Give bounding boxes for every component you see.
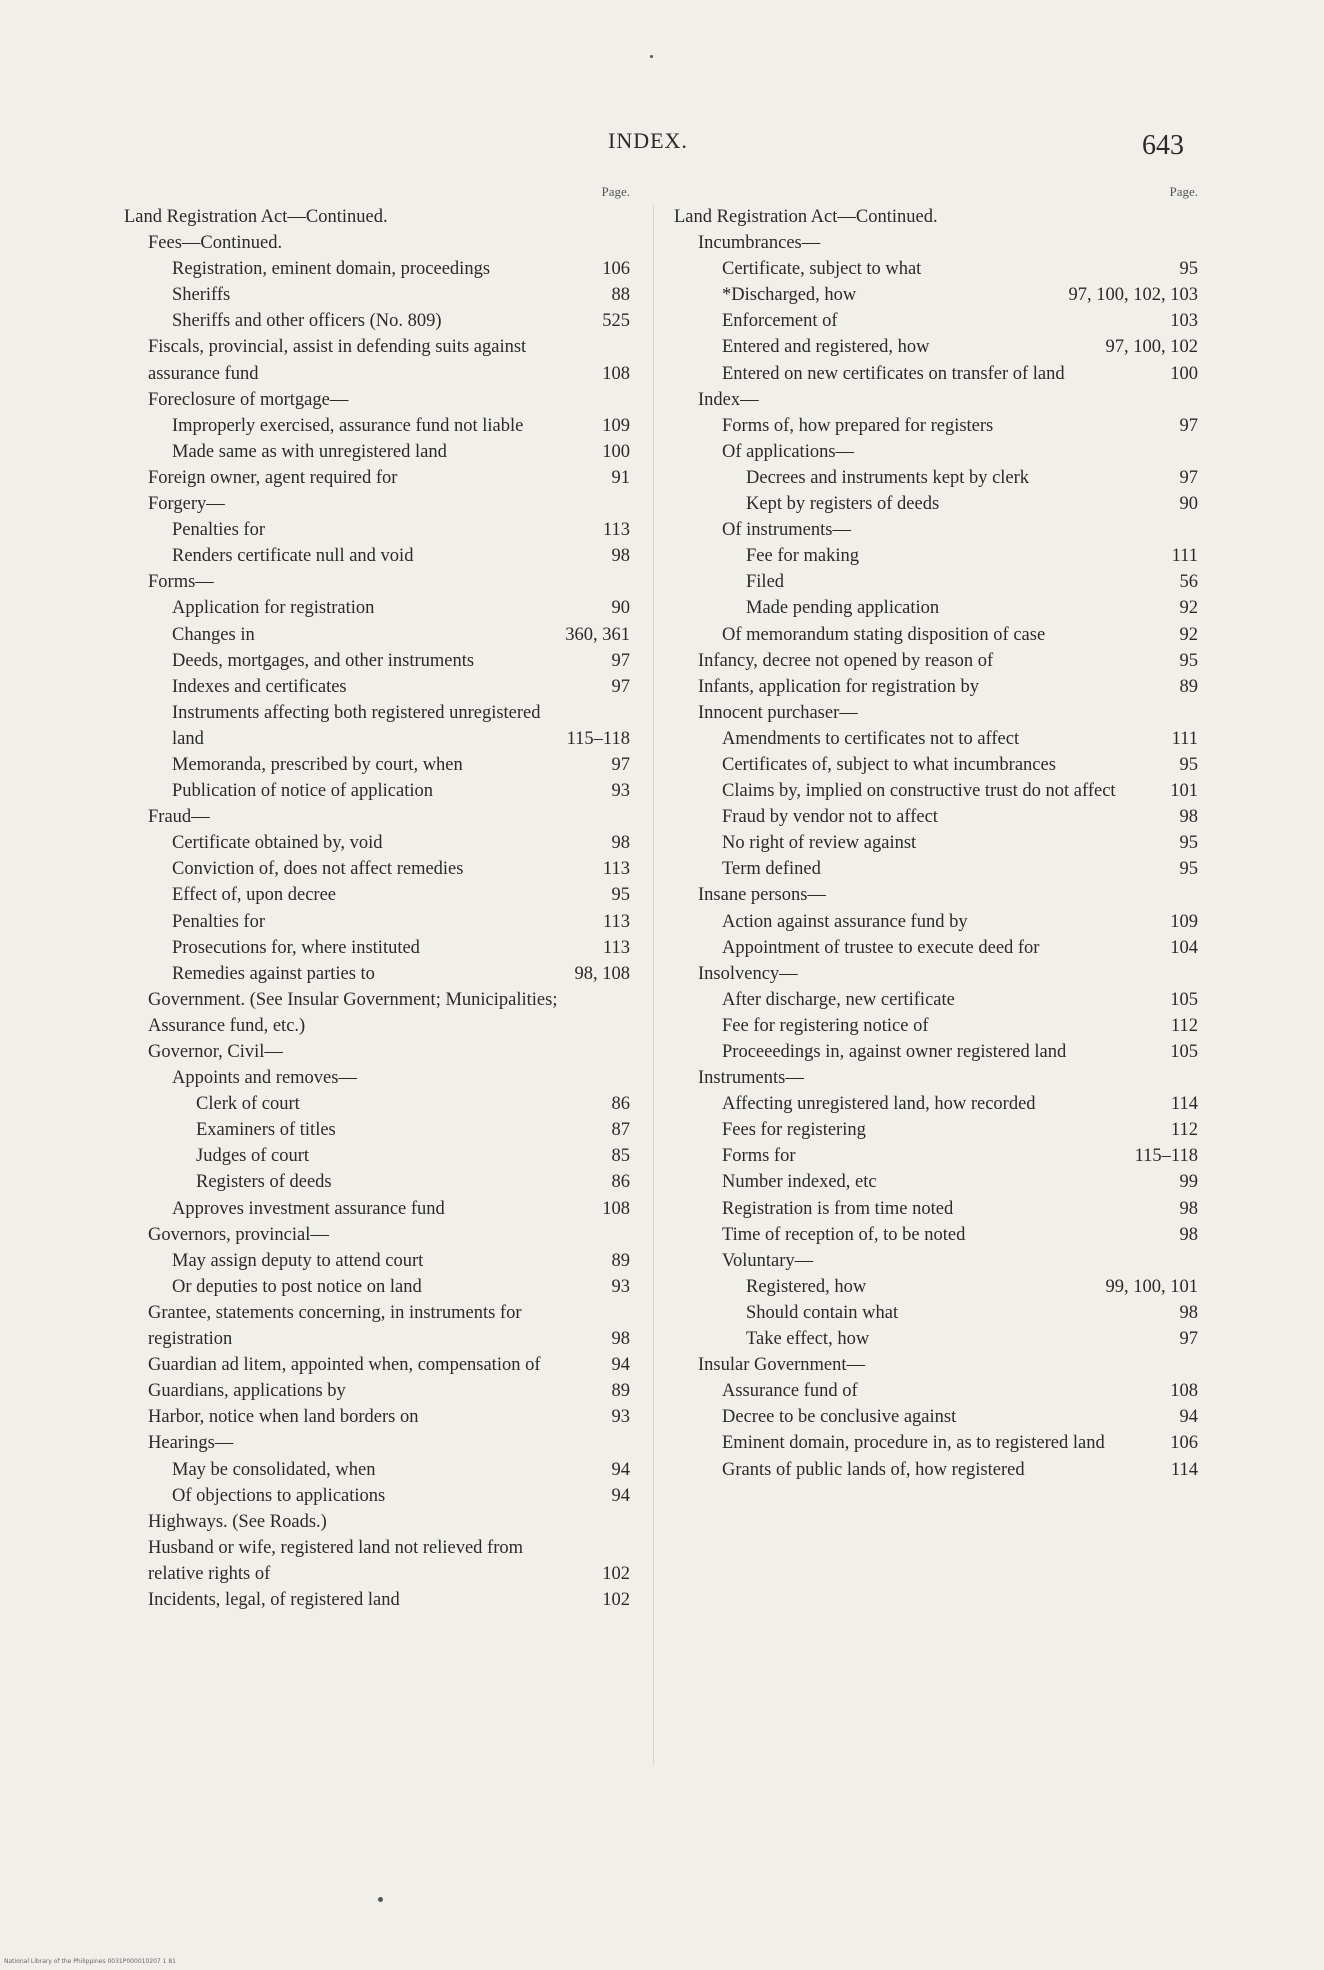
index-entry-page: 89 [611, 1250, 630, 1271]
index-entry-text: Enforcement of [722, 311, 838, 332]
index-entry-page: 98 [1179, 1302, 1198, 1323]
index-entry [124, 700, 630, 752]
index-entry [124, 1196, 630, 1222]
index-entry-text: Hearings— [148, 1433, 234, 1454]
index-entry-page: 100 [602, 441, 630, 462]
index-entry [124, 282, 630, 308]
index-entry-text: Fee for making [746, 546, 860, 567]
index-entry-page: 91 [611, 467, 630, 488]
index-entry [674, 752, 1198, 778]
index-entry-text: Fees—Continued. [148, 233, 283, 254]
index-entry [674, 230, 1198, 256]
index-entry-page: 360, 361 [565, 624, 630, 645]
index-entry-page: 86 [611, 1172, 630, 1193]
index-entry-text: Foreclosure of mortgage— [148, 389, 349, 410]
index-entry-text: Guardian ad litem, appointed when, compensation of [148, 1355, 541, 1376]
index-entry-text: Publication of notice of application [172, 781, 433, 802]
index-entry-page: 113 [602, 859, 630, 880]
index-entry-page: 99 [1179, 1172, 1198, 1193]
index-entry-text: Or deputies to post notice on land [172, 1276, 422, 1297]
index-entry-page: 115–118 [566, 728, 630, 749]
index-entry-text: Voluntary— [722, 1250, 814, 1271]
index-entry [124, 804, 630, 830]
index-entry-page: 92 [1179, 624, 1198, 645]
index-entry-page: 98 [611, 546, 630, 567]
index-entry-text: Incidents, legal, of registered land [148, 1589, 400, 1610]
index-entry-page: 525 [602, 311, 630, 332]
index-entry [124, 961, 630, 987]
index-entry-page: 108 [602, 1198, 630, 1219]
index-entry [124, 256, 630, 282]
index-entry [674, 1013, 1198, 1039]
index-entry-text: Fraud— [148, 807, 210, 828]
index-entry-page: 97 [1179, 467, 1198, 488]
index-entry-text: Of instruments— [722, 520, 851, 541]
index-entry [124, 439, 630, 465]
index-entry-text: Index— [698, 389, 759, 410]
index-entry-text: No right of review against [722, 833, 917, 854]
index-entry-page: 90 [611, 598, 630, 619]
index-entry-text: Deeds, mortgages, and other instruments [172, 650, 475, 671]
page-number: 643 [1142, 130, 1184, 161]
index-entry-page: 103 [1170, 311, 1198, 332]
index-entry-page: 93 [611, 1407, 630, 1428]
speck [378, 1897, 383, 1902]
index-entry-page: 106 [1170, 1433, 1198, 1454]
index-entry-page: 98 [1179, 1224, 1198, 1245]
index-entry [674, 1274, 1198, 1300]
page-header-title: INDEX. [608, 128, 688, 153]
index-entry [124, 1300, 630, 1352]
page-column-label: Page. [601, 184, 630, 199]
index-entry-text: Kept by registers of deeds [746, 494, 940, 515]
index-entry [124, 1274, 630, 1300]
index-entry-page: 94 [611, 1485, 630, 1506]
index-entry-page: 87 [611, 1120, 630, 1141]
index-entry [674, 856, 1198, 882]
index-entry-page: 90 [1179, 494, 1198, 515]
index-entry [674, 726, 1198, 752]
index-entry-text: Highways. (See Roads.) [148, 1511, 327, 1532]
index-entry-text: Take effect, how [746, 1329, 870, 1350]
index-entry-text: Made same as with unregistered land [172, 441, 447, 462]
index-entry-text: Proceeedings in, against owner registered land [722, 1042, 1067, 1062]
index-entry-text: Incumbrances— [698, 233, 821, 254]
index-entry-text: Land Registration Act—Continued. [674, 207, 938, 227]
index-entry [674, 1169, 1198, 1195]
index-entry-text: *Discharged, how [722, 285, 857, 306]
index-entry-page: 98 [611, 833, 630, 854]
index-entry [674, 361, 1198, 387]
index-entry [674, 569, 1198, 595]
index-entry-page: 102 [602, 1563, 630, 1584]
index-entry [674, 674, 1198, 700]
index-entry-page: 93 [611, 781, 630, 802]
index-entry [674, 648, 1198, 674]
index-entry-text: Forms for [722, 1146, 796, 1167]
left-entries [124, 204, 630, 1613]
index-entry-text: Certificates of, subject to what incumbrances [722, 754, 1056, 775]
index-entry-text: Of objections to applications [172, 1485, 386, 1506]
index-entry [674, 204, 1198, 230]
index-entry-page: 114 [1170, 1094, 1198, 1115]
index-entry-page: 99, 100, 101 [1105, 1276, 1198, 1297]
index-entry-text: Number indexed, etc [722, 1172, 877, 1193]
index-entry-text: Land Registration Act—Continued. [124, 207, 388, 227]
index-entry [124, 334, 630, 386]
index-entry [124, 569, 630, 595]
index-entry [674, 987, 1198, 1013]
index-entry-text: Registration is from time noted [722, 1198, 954, 1219]
index-entry-page: 113 [602, 520, 630, 541]
index-entry-text: Application for registration [172, 598, 375, 619]
index-entry [674, 935, 1198, 961]
index-entry-text: Affecting unregistered land, how recorded [722, 1094, 1036, 1115]
index-entry [674, 622, 1198, 648]
index-entry-page: 97 [1179, 1329, 1198, 1350]
index-entry [124, 465, 630, 491]
index-entry-page: 95 [1179, 833, 1198, 854]
index-entry [674, 1300, 1198, 1326]
index-entry-text: Government. (See Insular Government; Municipalities; Assurance fund, etc.) [148, 989, 558, 1036]
index-entry-text: Changes in [172, 624, 255, 645]
index-entry [674, 778, 1198, 804]
index-entry-page: 95 [611, 885, 630, 906]
index-entry [124, 1535, 630, 1587]
index-entry [124, 1117, 630, 1143]
index-entry-text: Renders certificate null and void [172, 546, 414, 567]
index-entry-page: 97 [611, 650, 630, 671]
index-entry [124, 387, 630, 413]
index-entry-page: 97 [611, 676, 630, 697]
index-entry-text: Governor, Civil— [148, 1042, 283, 1062]
index-entry [674, 543, 1198, 569]
index-entry-text: Innocent purchaser— [698, 702, 858, 723]
index-entry-text: Forms of, how prepared for registers [722, 415, 994, 436]
index-entry [674, 700, 1198, 726]
index-entry-text: Foreign owner, agent required for [148, 467, 398, 488]
index-entry-text: Memoranda, prescribed by court, when [172, 754, 463, 775]
index-entry-page: 114 [1170, 1459, 1198, 1480]
index-entry [674, 1352, 1198, 1378]
index-entry [124, 230, 630, 256]
index-entry [124, 308, 630, 334]
index-entry-page: 94 [611, 1355, 630, 1376]
index-entry [124, 987, 630, 1039]
index-entry [674, 517, 1198, 543]
index-entry-text: Fraud by vendor not to affect [722, 807, 938, 828]
index-entry [124, 491, 630, 517]
index-entry [674, 413, 1198, 439]
index-entry [124, 882, 630, 908]
index-entry-page: 86 [611, 1094, 630, 1115]
index-entry-page: 102 [602, 1589, 630, 1610]
index-entry-text: Prosecutions for, where instituted [172, 937, 420, 958]
index-entry [674, 882, 1198, 908]
index-entry [124, 935, 630, 961]
speck [650, 55, 653, 58]
index-entry-text: Sheriffs [172, 285, 231, 306]
page-column-label: Page. [1169, 184, 1198, 199]
index-entry [124, 1404, 630, 1430]
index-entry-page: 93 [611, 1276, 630, 1297]
index-entry [124, 1483, 630, 1509]
index-entry-text: Fee for registering notice of [722, 1015, 929, 1036]
index-entry-text: Harbor, notice when land borders on [148, 1407, 419, 1428]
index-entry-page: 101 [1170, 781, 1198, 802]
index-entry-page: 108 [602, 363, 630, 384]
index-entry [674, 961, 1198, 987]
index-entry-page: 104 [1170, 937, 1198, 958]
index-entry [674, 1091, 1198, 1117]
index-entry [674, 1430, 1198, 1456]
index-entry [674, 804, 1198, 830]
index-entry-page: 95 [1179, 650, 1198, 671]
right-entries [674, 204, 1198, 1483]
index-entry [674, 1196, 1198, 1222]
index-entry-text: Judges of court [196, 1146, 310, 1167]
index-entry [124, 856, 630, 882]
index-entry-page: 92 [1179, 598, 1198, 619]
index-entry [674, 439, 1198, 465]
index-entry-page: 112 [1170, 1015, 1198, 1036]
index-entry-text: Term defined [722, 859, 821, 880]
index-entry [674, 1326, 1198, 1352]
index-entry [124, 1143, 630, 1169]
index-entry [124, 1430, 630, 1456]
index-entry [124, 413, 630, 439]
index-entry-text: After discharge, new certificate [722, 989, 955, 1010]
index-entry-page: 97, 100, 102 [1105, 337, 1198, 358]
index-entry-page: 98 [1179, 807, 1198, 828]
index-entry-page: 97, 100, 102, 103 [1068, 285, 1198, 306]
index-entry [124, 622, 630, 648]
index-entry-page: 88 [611, 285, 630, 306]
index-entry-page: 111 [1171, 728, 1198, 749]
index-entry-text: Registers of deeds [196, 1172, 332, 1193]
index-entry-page: 95 [1179, 859, 1198, 880]
index-entry-page: 111 [1171, 546, 1198, 567]
index-entry [124, 830, 630, 856]
index-entry-text: Decrees and instruments kept by clerk [746, 467, 1030, 488]
index-entry-text: Husband or wife, registered land not relieved from relative rights of [148, 1537, 524, 1584]
index-entry-page: 106 [602, 259, 630, 280]
index-entry [674, 1039, 1198, 1065]
index-entry [674, 1404, 1198, 1430]
index-entry-page: 115–118 [1134, 1146, 1198, 1167]
index-entry-page: 97 [1179, 415, 1198, 436]
left-column [124, 184, 630, 1610]
index-entry [124, 1378, 630, 1404]
index-entry [674, 282, 1198, 308]
index-entry-page: 113 [602, 911, 630, 932]
index-entry [124, 648, 630, 674]
index-entry-page: 89 [1179, 676, 1198, 697]
index-entry [674, 1117, 1198, 1143]
index-entry-page: 94 [1179, 1407, 1198, 1428]
index-entry-text: Time of reception of, to be noted [722, 1224, 966, 1245]
index-entry-text: Fiscals, provincial, assist in defending suits against assurance fund [148, 337, 527, 384]
index-entry-text: Grants of public lands of, how registered [722, 1459, 1025, 1480]
index-entry [124, 517, 630, 543]
scan-footer: National Library of the Philippines 0031P000010207 1 81 [4, 1958, 176, 1965]
index-entry-text: Appoints and removes— [172, 1068, 357, 1089]
index-entry-page: 109 [1170, 911, 1198, 932]
index-entry-page: 89 [611, 1381, 630, 1402]
index-entry-text: Decree to be conclusive against [722, 1407, 957, 1428]
index-entry-page: 98 [611, 1329, 630, 1350]
index-entry-text: Of applications— [722, 441, 855, 462]
index-entry [124, 204, 630, 230]
index-entry [124, 1457, 630, 1483]
index-entry-text: Forms— [148, 572, 214, 593]
index-entry-text: Eminent domain, procedure in, as to registered land [722, 1433, 1105, 1454]
index-entry-text: Action against assurance fund by [722, 911, 968, 932]
index-entry [124, 1509, 630, 1535]
index-entry-page: 109 [602, 415, 630, 436]
index-entry-text: Remedies against parties to [172, 963, 375, 984]
index-entry [674, 595, 1198, 621]
index-entry-text: Registered, how [746, 1276, 867, 1297]
index-entry [674, 256, 1198, 282]
index-entry-text: Appointment of trustee to execute deed for [722, 937, 1040, 958]
index-entry [674, 1065, 1198, 1091]
index-entry-page: 97 [611, 754, 630, 775]
index-entry [674, 465, 1198, 491]
index-entry-text: Penalties for [172, 911, 265, 932]
index-entry-text: Claims by, implied on constructive trust do not affect [722, 781, 1116, 802]
index-entry-page: 94 [611, 1459, 630, 1480]
index-entry-text: Certificate obtained by, void [172, 833, 383, 854]
index-entry-page: 95 [1179, 259, 1198, 280]
index-entry-text: Amendments to certificates not to affect [722, 728, 1020, 749]
index-entry-text: Penalties for [172, 520, 265, 541]
index-entry-text: Grantee, statements concerning, in instruments for registration [148, 1302, 522, 1350]
index-entry [674, 387, 1198, 413]
index-entry-text: Certificate, subject to what [722, 259, 922, 280]
index-entry-text: Sheriffs and other officers (No. 809) [172, 311, 442, 332]
right-column [674, 184, 1198, 1480]
index-entry-text: Indexes and certificates [172, 676, 347, 697]
index-entry-page: 95 [1179, 754, 1198, 775]
index-entry [674, 1248, 1198, 1274]
index-entry [674, 1143, 1198, 1169]
index-entry-text: Fees for registering [722, 1120, 866, 1141]
index-entry [674, 830, 1198, 856]
index-entry [124, 1169, 630, 1195]
index-entry-text: Governors, provincial— [148, 1224, 329, 1245]
index-entry-page: 108 [1170, 1381, 1198, 1402]
index-entry-text: Infants, application for registration by [698, 676, 980, 697]
index-entry [124, 543, 630, 569]
index-entry-page: 105 [1170, 1042, 1198, 1062]
index-entry-page: 113 [602, 937, 630, 958]
index-entry-text: Guardians, applications by [148, 1381, 346, 1402]
index-entry-text: Forgery— [148, 494, 225, 515]
index-entry [674, 491, 1198, 517]
index-entry [674, 909, 1198, 935]
index-entry-text: Filed [746, 572, 785, 593]
index-entry-text: Approves investment assurance fund [172, 1198, 445, 1219]
index-entry [674, 1457, 1198, 1483]
index-entry [674, 308, 1198, 334]
index-entry [124, 778, 630, 804]
index-entry-text: Instruments— [698, 1068, 804, 1089]
index-entry [124, 595, 630, 621]
index-entry-text: Infancy, decree not opened by reason of [698, 650, 994, 671]
index-entry-page: 85 [611, 1146, 630, 1167]
index-entry [124, 1065, 630, 1091]
index-entry-text: May be consolidated, when [172, 1459, 376, 1480]
index-entry-text: Clerk of court [196, 1094, 300, 1115]
index-entry-text: Should contain what [746, 1302, 899, 1323]
index-entry-text: Made pending application [746, 598, 940, 619]
index-entry [124, 1248, 630, 1274]
index-entry-text: Of memorandum stating disposition of case [722, 624, 1046, 645]
index-entry [124, 1352, 630, 1378]
index-entry-text: Insular Government— [698, 1355, 865, 1376]
index-entry [674, 1378, 1198, 1404]
index-entry-text: Entered on new certificates on transfer of land [722, 363, 1065, 384]
index-entry-text: Examiners of titles [196, 1120, 336, 1141]
index-entry-text: Entered and registered, how [722, 337, 930, 358]
index-entry-text: May assign deputy to attend court [172, 1250, 424, 1271]
index-entry-text: Effect of, upon decree [172, 885, 337, 906]
index-entry-text: Instruments affecting both registered unregistered land [172, 702, 541, 749]
index-entry-page: 98 [1179, 1198, 1198, 1219]
index-entry-page: 56 [1179, 572, 1198, 593]
index-entry [124, 1587, 630, 1613]
index-entry-text: Improperly exercised, assurance fund not liable [172, 415, 524, 436]
index-entry-text: Assurance fund of [722, 1381, 858, 1402]
index-entry-page: 105 [1170, 989, 1198, 1010]
index-entry-page: 98, 108 [574, 963, 630, 984]
index-entry-page: 112 [1170, 1120, 1198, 1141]
index-entry-text: Registration, eminent domain, proceedings [172, 259, 491, 280]
index-entry-text: Insane persons— [698, 885, 826, 906]
index-entry-page: 100 [1170, 363, 1198, 384]
index-entry [124, 1091, 630, 1117]
index-entry [124, 674, 630, 700]
column-divider [653, 205, 654, 1765]
index-entry [124, 752, 630, 778]
index-entry-text: Conviction of, does not affect remedies [172, 859, 464, 880]
index-entry [124, 1222, 630, 1248]
index-entry [124, 1039, 630, 1065]
index-entry-text: Insolvency— [698, 963, 798, 984]
index-entry [674, 334, 1198, 360]
index-entry [124, 909, 630, 935]
index-entry [674, 1222, 1198, 1248]
